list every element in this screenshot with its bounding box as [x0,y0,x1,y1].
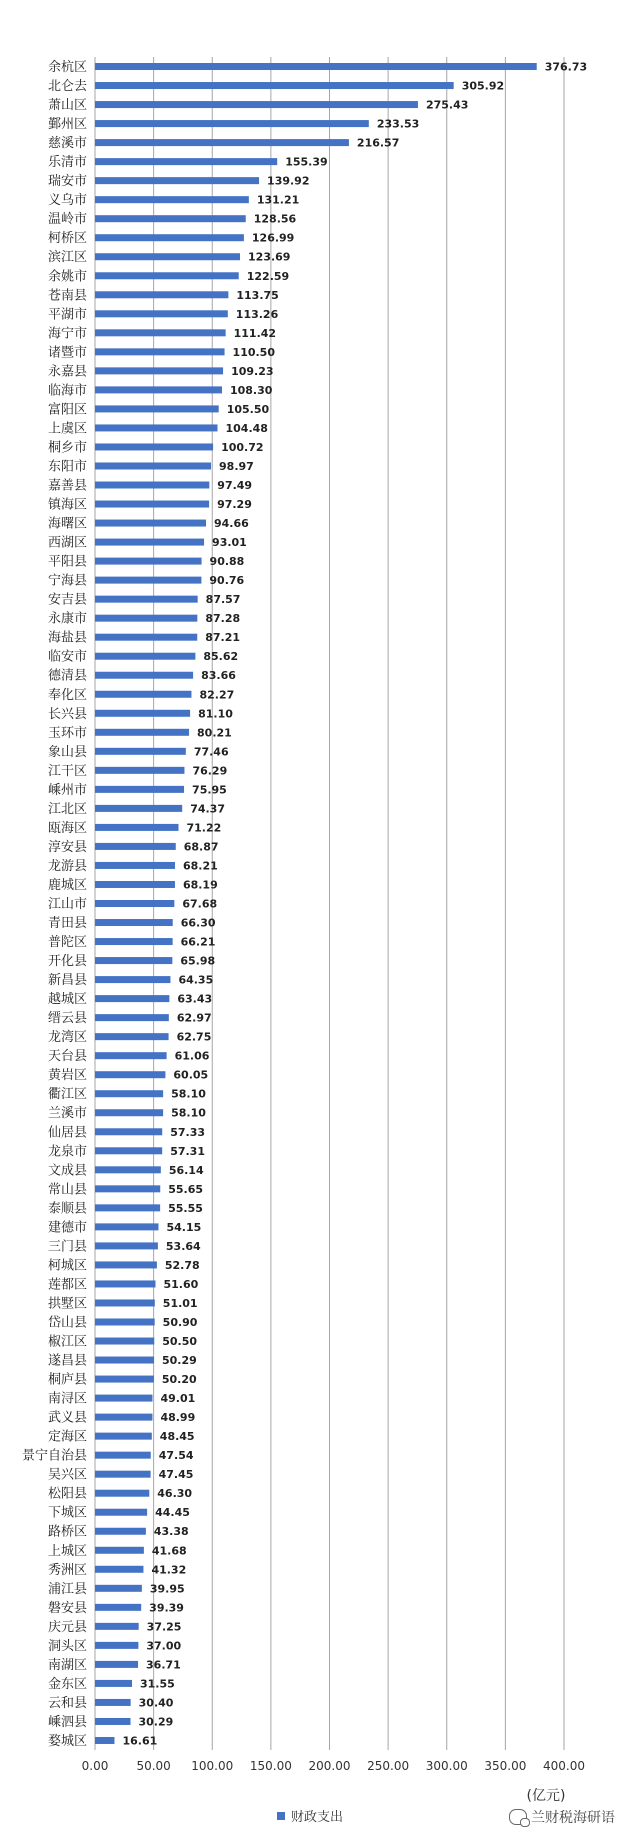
value-label: 31.55 [139,1677,175,1691]
value-label: 46.30 [157,1487,193,1501]
value-label: 76.29 [192,764,228,778]
value-label: 85.62 [203,650,239,664]
value-label: 83.66 [201,669,236,683]
value-label: 68.87 [183,840,219,854]
bar [95,1642,138,1649]
value-label: 87.57 [205,593,241,607]
category-label: 临安市 [47,649,87,665]
bar [95,443,213,450]
bar [95,900,174,907]
value-label: 80.21 [197,726,232,740]
value-label: 56.14 [168,1163,204,1177]
bar [95,653,195,660]
value-label: 48.99 [160,1411,196,1425]
value-label: 58.10 [171,1087,206,1101]
bar [95,1052,167,1059]
category-label: 上城区 [47,1543,87,1559]
category-label: 余姚市 [47,269,87,285]
value-label: 94.66 [213,517,249,531]
bar [95,938,173,945]
bar [95,424,218,431]
bar [95,710,190,717]
bar [95,1680,132,1687]
bar [95,82,454,89]
x-tick-label: 400.00 [543,1759,585,1773]
category-label: 仙居县 [47,1125,87,1141]
value-label: 60.05 [173,1068,209,1082]
value-label: 55.55 [168,1201,203,1215]
value-label: 49.01 [160,1392,196,1406]
category-label: 洞头区 [47,1638,87,1654]
bar [95,729,189,736]
x-tick-label: 250.00 [367,1759,410,1773]
category-label: 富阳区 [47,402,87,418]
value-label: 109.23 [231,364,274,378]
bar [95,482,209,489]
value-label: 37.00 [146,1639,182,1653]
value-label: 64.35 [178,973,214,987]
value-label: 155.39 [285,155,328,169]
bar [95,1299,155,1306]
value-label: 98.97 [219,459,254,473]
bar [95,158,277,165]
category-label: 嵊泗县 [47,1714,87,1730]
value-label: 50.50 [162,1335,198,1349]
bar [95,1338,154,1345]
category-label: 诸暨市 [47,345,87,361]
category-label: 上虞区 [47,421,87,437]
x-tick-label: 100.00 [191,1759,234,1773]
value-label: 77.46 [193,745,229,759]
value-label: 68.19 [182,878,218,892]
bar [95,577,201,584]
bar [95,1280,156,1287]
x-tick-label: 350.00 [484,1759,527,1773]
bar [95,1699,131,1706]
category-label: 安吉县 [47,592,87,608]
bar [95,1661,138,1668]
bar [95,596,198,603]
category-label: 缙云县 [47,1011,87,1027]
category-label: 青田县 [47,916,87,932]
category-label: 下城区 [47,1505,87,1521]
category-label: 长兴县 [47,706,87,722]
value-label: 30.29 [138,1715,174,1729]
category-label: 桐庐县 [47,1372,87,1388]
value-label: 50.29 [161,1354,197,1368]
category-label: 庆元县 [47,1619,87,1635]
bar [95,1242,158,1249]
category-label: 婺城区 [47,1733,87,1749]
category-label: 奉化区 [47,687,87,703]
value-label: 44.45 [155,1506,190,1520]
bar [95,634,197,641]
value-label: 54.15 [166,1220,202,1234]
value-label: 61.06 [174,1049,210,1063]
value-label: 122.59 [246,269,290,283]
value-label: 51.01 [162,1296,198,1310]
bar [95,1566,143,1573]
watermark-text: 兰财税海研语 [531,1810,615,1826]
bar [95,1585,142,1592]
value-label: 63.43 [177,992,213,1006]
category-label: 鹿城区 [47,877,87,893]
category-label: 苍南县 [47,288,87,304]
bar [95,1071,165,1078]
category-label: 定海区 [47,1429,87,1445]
category-label: 桐乡市 [47,440,87,456]
category-label: 天台县 [47,1049,87,1065]
category-label: 普陀区 [47,935,87,951]
bar [95,177,259,184]
category-label: 拱墅区 [47,1296,87,1312]
value-label: 50.20 [161,1373,197,1387]
bar [95,862,175,869]
bar [95,1261,157,1268]
bar [95,558,202,565]
value-label: 57.33 [170,1125,206,1139]
value-label: 16.61 [122,1734,158,1748]
bar [95,615,197,622]
value-label: 51.60 [163,1277,199,1291]
bar [95,1014,169,1021]
category-label: 平阳县 [47,554,87,570]
category-label: 江山市 [47,897,87,912]
category-label: 武义县 [47,1410,87,1426]
value-label: 66.30 [180,916,216,930]
category-label: 海盐县 [47,630,87,646]
value-label: 48.45 [159,1430,195,1444]
category-label: 义乌市 [47,193,87,209]
value-label: 43.38 [153,1525,189,1539]
bar [95,101,418,108]
bar [95,1737,114,1744]
value-label: 47.54 [158,1449,194,1463]
category-label: 余杭区 [47,60,87,76]
category-label: 兰溪市 [47,1106,87,1122]
category-label: 慈溪市 [47,136,87,152]
category-label: 嵊州市 [47,782,87,798]
bar [95,234,244,241]
bar [95,1376,154,1383]
value-label: 68.21 [182,859,218,873]
bar [95,272,239,279]
bar [95,805,182,812]
value-label: 275.43 [425,98,469,112]
category-label: 龙游县 [47,858,87,874]
category-label: 南浔区 [47,1391,87,1407]
bar [95,1414,152,1421]
category-label: 镇海区 [47,497,87,513]
category-label: 松阳县 [47,1486,87,1502]
bar [95,1623,139,1630]
category-label: 嘉善县 [47,478,87,494]
value-label: 97.49 [217,479,253,493]
bar [95,995,169,1002]
value-label: 305.92 [461,79,505,93]
value-label: 100.72 [221,440,264,454]
category-label: 越城区 [47,992,87,1008]
wechat-icon [509,1809,527,1825]
category-label: 南湖区 [47,1657,87,1673]
category-label: 温岭市 [47,212,87,228]
category-label: 宁海县 [47,573,87,589]
bar [95,520,206,527]
category-label: 江北区 [47,801,87,817]
value-label: 110.50 [232,345,276,359]
bar [95,672,193,679]
value-label: 75.95 [192,783,227,797]
value-label: 53.64 [165,1239,201,1253]
bar [95,1147,162,1154]
value-label: 39.39 [149,1601,184,1615]
bar [95,1452,151,1459]
bar [95,1128,162,1135]
bar [95,215,246,222]
value-label: 104.48 [225,421,268,435]
category-label: 海曙区 [47,516,87,532]
value-label: 233.53 [376,117,420,131]
category-label: 龙湾区 [47,1030,87,1046]
category-label: 泰顺县 [47,1201,87,1217]
value-label: 87.21 [205,631,241,645]
bar [95,1185,160,1192]
category-label: 淳安县 [47,839,87,855]
category-label: 江干区 [47,763,87,779]
x-tick-label: 200.00 [308,1759,351,1773]
category-label: 龙泉市 [47,1144,87,1160]
value-label: 105.50 [226,402,270,416]
value-label: 36.71 [146,1658,181,1672]
bar [95,367,223,374]
value-label: 55.65 [168,1182,204,1196]
category-label: 吴兴区 [47,1467,87,1483]
category-label: 柯城区 [47,1258,87,1274]
value-label: 62.97 [176,1011,212,1025]
bar [95,405,219,412]
category-label: 建德市 [47,1220,87,1236]
category-label: 乐清市 [47,155,87,171]
category-label: 常山县 [47,1182,87,1198]
bar [95,120,369,127]
bar [95,139,349,146]
bar [95,1204,160,1211]
bar [95,1547,144,1554]
value-label: 50.90 [162,1315,198,1329]
category-label: 德清县 [47,668,87,684]
value-label: 123.69 [248,250,291,264]
x-tick-label: 0.00 [81,1759,109,1773]
bar [95,1357,154,1364]
category-label: 文成县 [47,1163,87,1179]
category-label: 鄞州区 [47,117,87,133]
value-label: 108.30 [229,383,273,397]
category-label: 北仑去 [47,79,87,95]
category-label: 遂昌县 [47,1353,87,1369]
category-label: 云和县 [47,1695,87,1711]
category-label: 瑞安市 [47,174,87,190]
x-tick-label: 150.00 [249,1759,292,1773]
x-tick-label: 300.00 [425,1759,468,1773]
value-label: 52.78 [164,1258,200,1272]
bar [95,767,184,774]
bar [95,843,176,850]
value-label: 216.57 [356,136,400,150]
watermark [509,1807,615,1827]
category-label: 萧山区 [47,98,87,114]
value-label: 128.56 [253,212,297,226]
bar [95,1433,152,1440]
bar [95,824,179,831]
bar [95,253,240,260]
bar [95,196,249,203]
unit-label: (亿元) [526,1788,566,1804]
category-label: 衢江区 [47,1087,87,1103]
bar [95,1318,155,1325]
bar [95,1033,169,1040]
bar [95,386,222,393]
value-label: 131.21 [256,193,300,207]
category-label: 三门县 [47,1239,87,1255]
legend-label: 财政支出 [291,1810,344,1825]
value-label: 62.75 [176,1030,212,1044]
category-label: 椒江区 [47,1334,87,1350]
bar [95,1223,158,1230]
value-label: 65.98 [180,954,216,968]
category-label: 滨江区 [47,250,87,266]
bar [95,1490,149,1497]
bar [95,63,537,70]
category-label: 象山县 [47,744,87,760]
bar [95,976,170,983]
legend-swatch [277,1812,285,1820]
value-label: 67.68 [182,897,218,911]
x-tick-label: 50.00 [136,1759,171,1773]
bar [95,348,225,355]
category-label: 黄岩区 [47,1068,87,1084]
value-label: 111.42 [233,326,277,340]
category-label: 景宁自治县 [21,1448,87,1464]
category-label: 浦江县 [47,1581,87,1597]
value-label: 57.31 [170,1144,205,1158]
category-label: 永嘉县 [47,364,87,380]
value-label: 376.73 [544,60,588,74]
value-label: 87.28 [205,612,241,626]
bar [95,462,211,469]
category-label: 金东区 [47,1676,87,1692]
bar [95,1395,152,1402]
category-label: 柯桥区 [47,231,87,247]
bar [95,957,172,964]
bar [95,501,209,508]
bar [95,539,204,546]
category-label: 瓯海区 [47,820,87,836]
value-label: 39.95 [149,1582,185,1596]
value-label: 66.21 [180,935,216,949]
value-label: 41.32 [151,1563,187,1577]
category-label: 岱山县 [47,1315,87,1331]
value-label: 113.75 [236,288,279,302]
value-label: 90.88 [209,555,245,569]
category-label: 秀洲区 [47,1562,87,1578]
value-label: 41.68 [151,1544,187,1558]
value-label: 47.45 [158,1468,194,1482]
bar [95,1166,161,1173]
value-label: 74.37 [190,802,225,816]
category-label: 莲都区 [47,1277,87,1293]
value-label: 81.10 [198,707,233,721]
value-label: 37.25 [146,1620,182,1634]
value-label: 71.22 [186,821,222,835]
value-label: 82.27 [199,688,235,702]
value-label: 126.99 [251,231,295,245]
bar [95,1528,146,1535]
value-label: 90.76 [209,574,245,588]
category-label: 东阳市 [47,459,87,475]
category-label: 平湖市 [47,307,87,323]
bar [95,1718,131,1725]
bar [95,310,228,317]
category-label: 新昌县 [47,973,87,989]
category-label: 磐安县 [47,1600,87,1616]
bar [95,919,173,926]
bar [95,881,175,888]
value-label: 93.01 [212,536,247,550]
category-label: 开化县 [47,954,87,970]
bar [95,748,186,755]
bar [95,291,228,298]
category-label: 临海市 [47,383,87,399]
category-label: 永康市 [47,611,87,627]
value-label: 58.10 [171,1106,206,1120]
bar [95,1509,147,1516]
bar [95,691,191,698]
bar [95,1109,163,1116]
category-label: 海宁市 [47,326,87,342]
bar [95,1090,163,1097]
bar [95,1604,141,1611]
bar [95,786,184,793]
category-label: 路桥区 [47,1524,87,1540]
category-label: 西湖区 [47,535,87,551]
value-label: 30.40 [138,1696,174,1710]
value-label: 97.29 [217,498,252,512]
category-label: 玉环市 [47,725,87,741]
value-label: 139.92 [267,174,310,188]
bar [95,1471,151,1478]
bar [95,329,226,336]
value-label: 113.26 [235,307,279,321]
